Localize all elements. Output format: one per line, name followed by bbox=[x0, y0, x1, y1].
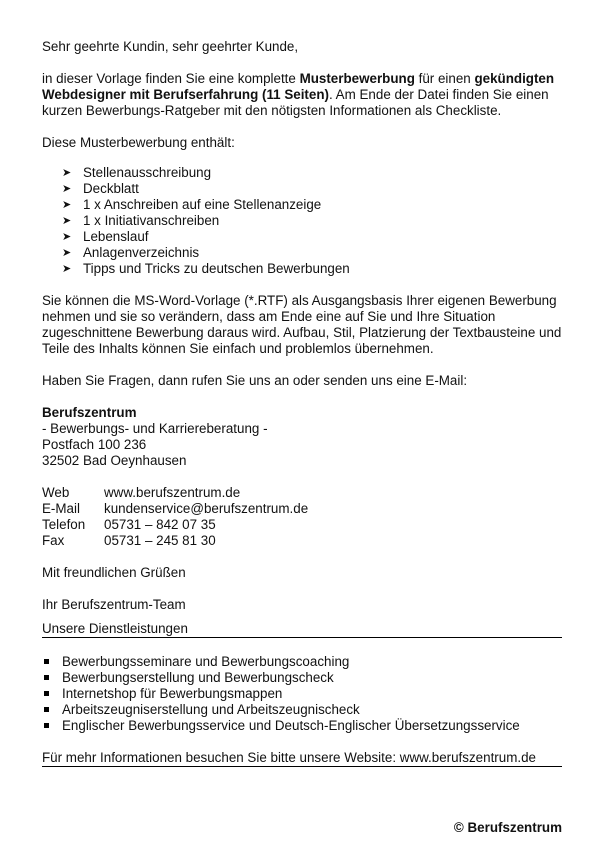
intro-bold-2: gekündigten Webdesigner mit Berufserfahrung (11 Seiten) bbox=[42, 71, 555, 102]
list-item: Bewerbungsseminare und Bewerbungscoaching bbox=[42, 654, 562, 670]
list-item: ➤ Deckblatt bbox=[62, 181, 139, 196]
intro-text-2: für einen bbox=[414, 71, 475, 86]
company-street: Postfach 100 236 bbox=[42, 437, 147, 452]
arrow-bullet-icon: ➤ bbox=[62, 215, 72, 227]
copyright: © Berufszentrum bbox=[453, 820, 562, 835]
contact-table bbox=[42, 485, 562, 549]
list-item: Arbeitszeugniserstellung und Arbeitszeugnischeck bbox=[42, 702, 562, 718]
greeting: Sehr geehrte Kundin, sehr geehrter Kunde, bbox=[42, 39, 299, 54]
signature: Ihr Berufszentrum-Team bbox=[42, 597, 186, 612]
list-item: ➤ Stellenausschreibung bbox=[62, 165, 212, 180]
company-subtitle: - Bewerbungs- und Karriereberatung - bbox=[42, 421, 268, 436]
company-name: Berufszentrum bbox=[42, 405, 137, 420]
services-heading-row bbox=[42, 621, 562, 638]
closing: Mit freundlichen Grüßen bbox=[42, 565, 186, 580]
square-bullet-icon bbox=[44, 691, 49, 696]
arrow-bullet-icon: ➤ bbox=[62, 183, 72, 195]
contents-list bbox=[42, 165, 562, 277]
arrow-bullet-icon: ➤ bbox=[62, 263, 72, 275]
list-item: ➤ Anlagenverzeichnis bbox=[62, 245, 200, 260]
letter-page bbox=[42, 39, 562, 767]
intro-paragraph bbox=[42, 71, 562, 119]
intro-bold-1: Musterbewerbung bbox=[299, 71, 415, 86]
arrow-bullet-icon: ➤ bbox=[62, 231, 72, 243]
intro-text-3: . Am Ende der Datei finden Sie einen kurzen Bewerbungs-Ratgeber mit den nötigsten Informationen als Checkliste. bbox=[42, 87, 549, 118]
contact-row-fax: Fax 05731 – 245 81 30 bbox=[42, 533, 216, 548]
square-bullet-icon bbox=[44, 707, 49, 712]
services-list bbox=[42, 654, 562, 734]
square-bullet-icon bbox=[44, 675, 49, 680]
square-bullet-icon bbox=[44, 659, 49, 664]
questions-paragraph: Haben Sie Fragen, dann rufen Sie uns an oder senden uns eine E-Mail: bbox=[42, 373, 468, 388]
arrow-bullet-icon: ➤ bbox=[62, 167, 72, 179]
contact-row-phone: Telefon 05731 – 842 07 35 bbox=[42, 517, 216, 532]
arrow-bullet-icon: ➤ bbox=[62, 247, 72, 259]
more-info: Für mehr Informationen besuchen Sie bitte unsere Website: www.berufszentrum.de bbox=[42, 750, 536, 765]
company-city: 32502 Bad Oeynhausen bbox=[42, 453, 187, 468]
list-item: Bewerbungserstellung und Bewerbungscheck bbox=[42, 670, 562, 686]
more-info-row bbox=[42, 750, 562, 767]
square-bullet-icon bbox=[44, 723, 49, 728]
contact-row-web: Web www.berufszentrum.de bbox=[42, 485, 241, 500]
list-item: ➤ Lebenslauf bbox=[62, 229, 149, 244]
list-item: Internetshop für Bewerbungsmappen bbox=[42, 686, 562, 702]
contents-heading: Diese Musterbewerbung enthält: bbox=[42, 135, 235, 150]
list-item: ➤ Tipps und Tricks zu deutschen Bewerbungen bbox=[62, 261, 350, 276]
address-block bbox=[42, 405, 562, 469]
list-item: Englischer Bewerbungsservice und Deutsch-Englischer Übersetzungsservice bbox=[42, 718, 562, 734]
contact-row-email: E-Mail kundenservice@berufszentrum.de bbox=[42, 501, 309, 516]
services-heading: Unsere Dienstleistungen bbox=[42, 621, 188, 636]
list-item: ➤ 1 x Anschreiben auf eine Stellenanzeige bbox=[62, 197, 322, 212]
usage-paragraph: Sie können die MS-Word-Vorlage (*.RTF) als Ausgangsbasis Ihrer eigenen Bewerbung nehmen und sie so verändern, dass am Ende eine auf Sie und Ihre Situation zugeschnittene Bewerbung daraus wird. Aufbau, Stil, Platzierung der Textbausteine und Teile des Inhalts können Sie einfach und problemlos übernehmen. bbox=[42, 293, 562, 356]
arrow-bullet-icon: ➤ bbox=[62, 199, 72, 211]
intro-text-1: in dieser Vorlage finden Sie eine komplette bbox=[42, 71, 300, 86]
list-item: ➤ 1 x Initiativanschreiben bbox=[62, 213, 220, 228]
